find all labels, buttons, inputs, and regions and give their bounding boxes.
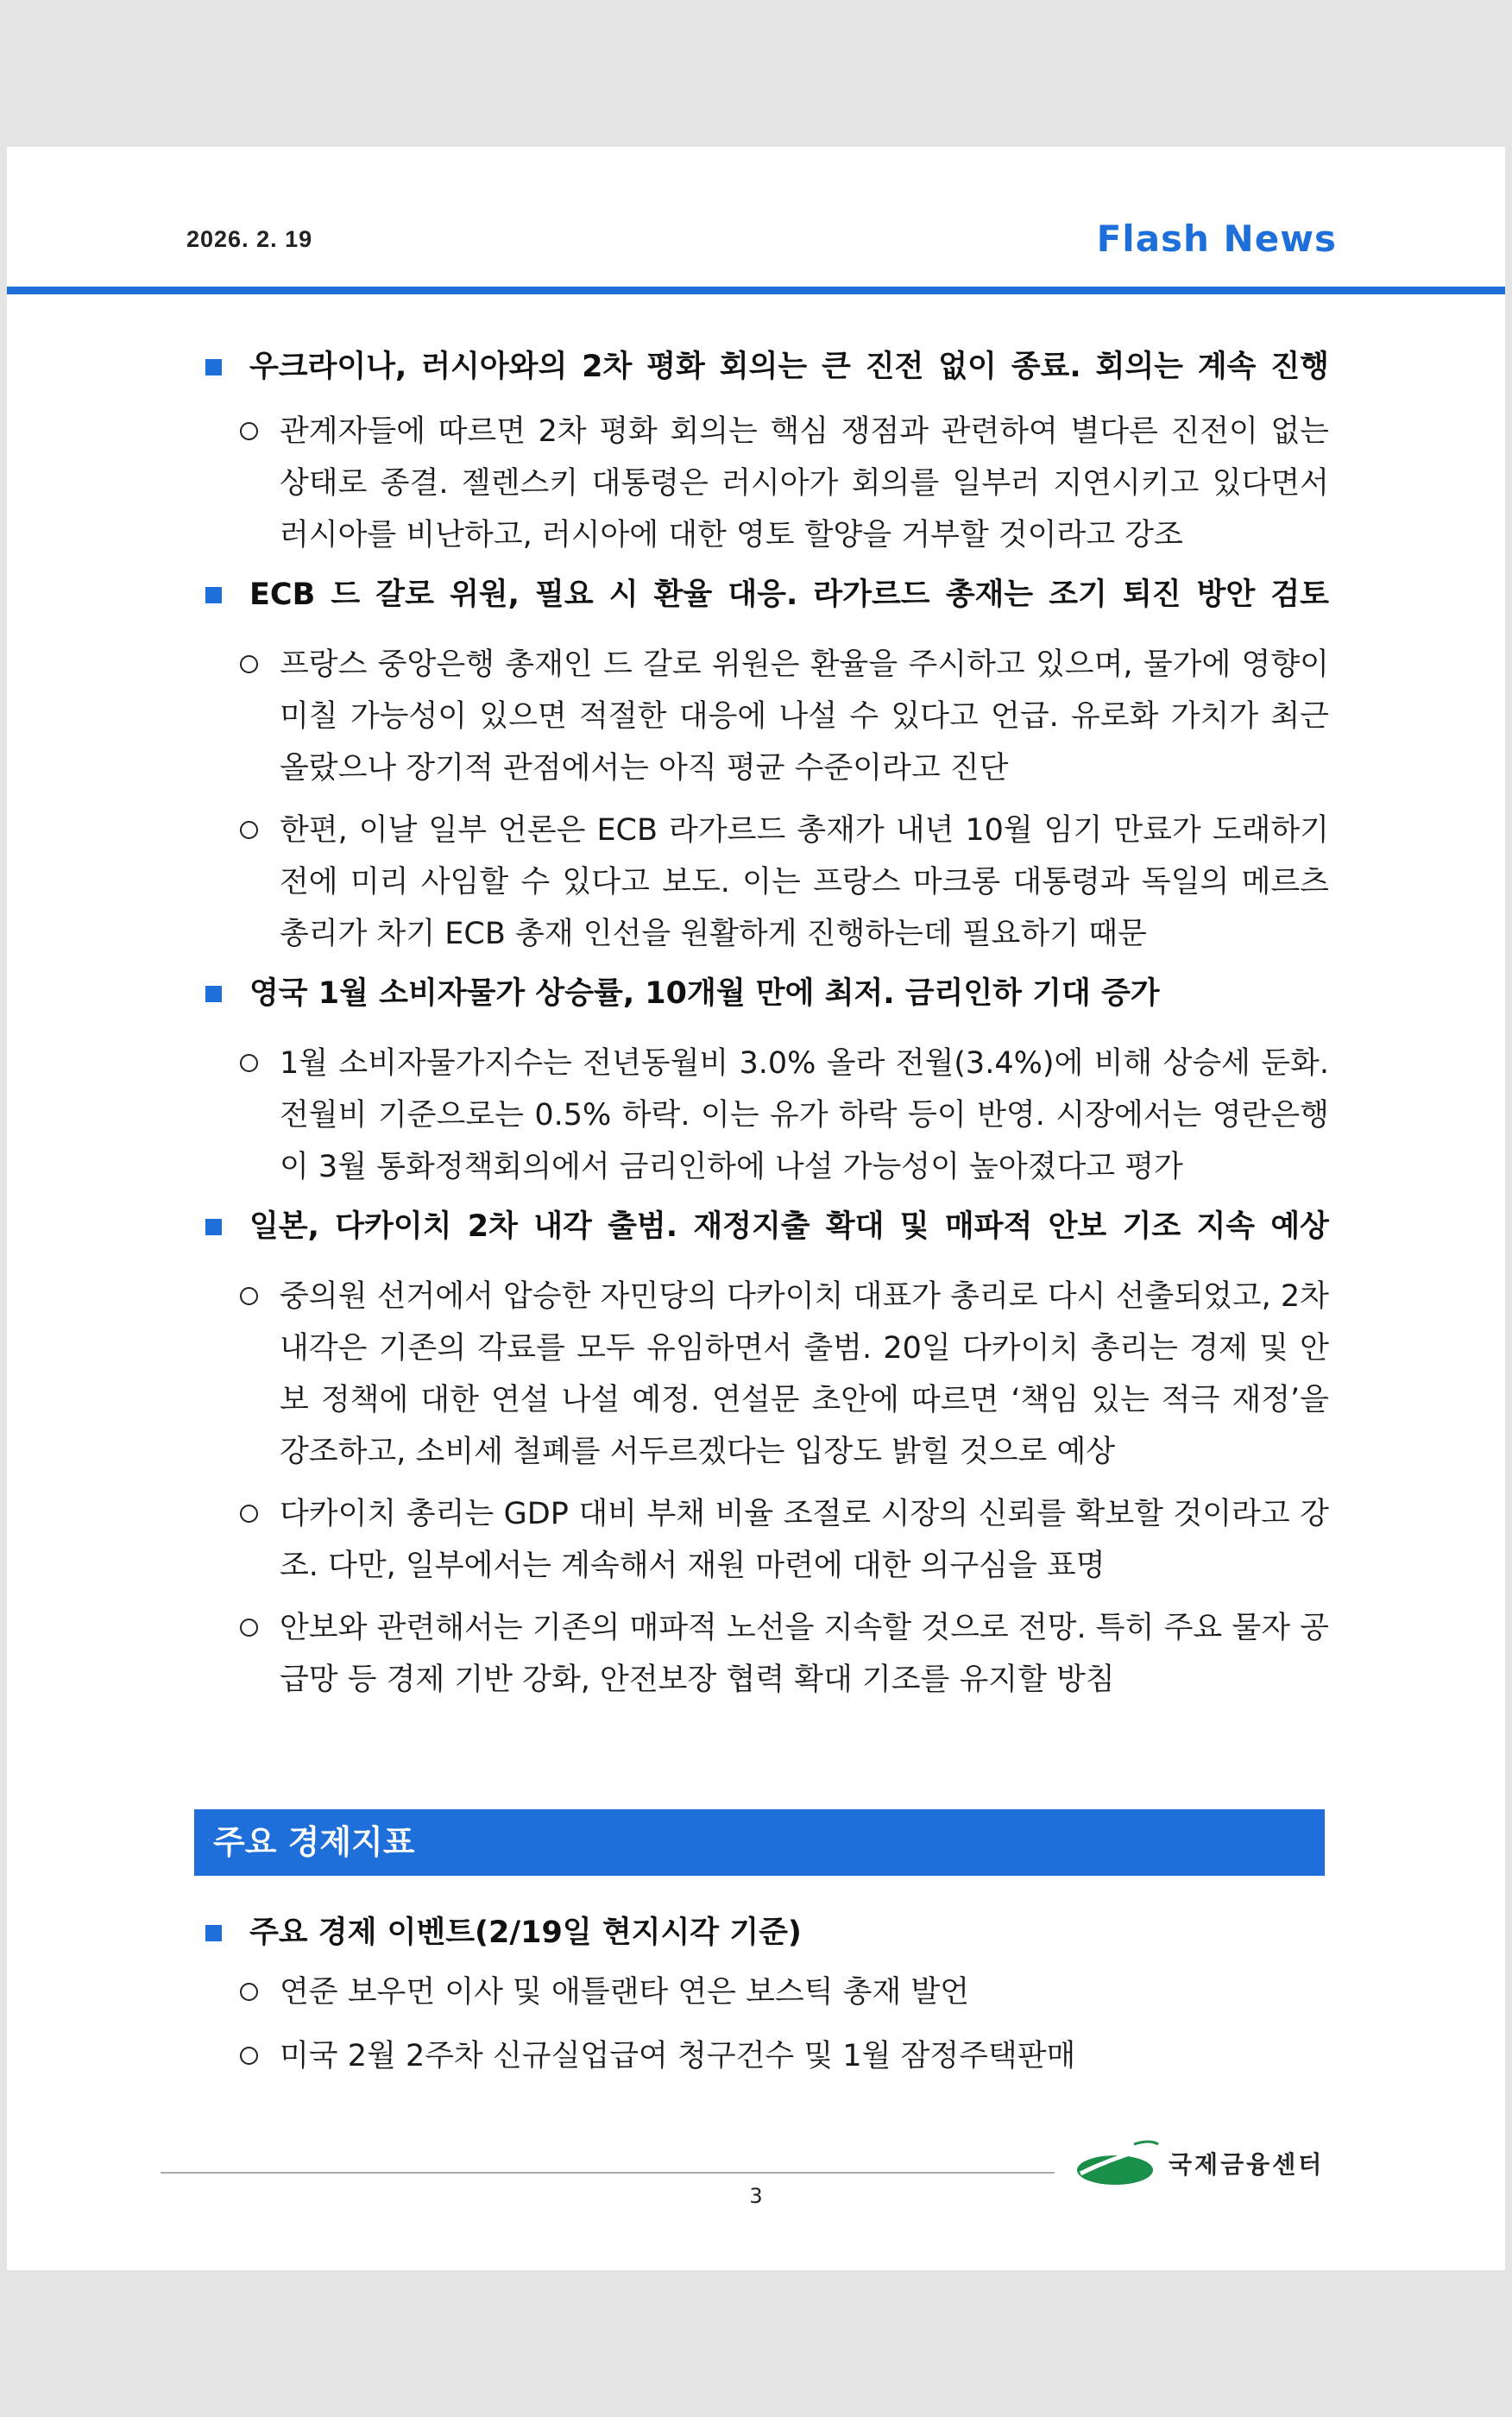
square-bullet-icon — [205, 359, 222, 375]
square-bullet-icon — [205, 986, 222, 1002]
square-bullet-icon — [205, 1925, 222, 1941]
page-number: 3 — [749, 2184, 763, 2208]
list-item: 중의원 선거에서 압승한 자민당의 다카이치 대표가 총리로 다시 선출되었고, 2차 내각은 기존의 각료를 모두 유임하면서 출범. 20일 다카이치 총리는 경제 및 안보 정책에 대한 연설 나설 예정. 연설문 초안에 따르면 ‘책임 있는 적극 재정’을 강조하고, 소비세 철폐를 서두르겠다는 입장도 밝힐 것으로 예상 — [198, 1271, 1329, 1478]
section-heading: 일본, 다카이치 2차 내각 출범. 재정지출 확대 및 매파적 안보 기조 지속 예상 — [198, 1205, 1329, 1248]
footer-rule — [161, 2172, 1055, 2174]
list-item: 한편, 이날 일부 언론은 ECB 라가르드 총재가 내년 10월 임기 만료가 도래하기 전에 미리 사임할 수 있다고 보도. 이는 프랑스 마크롱 대통령과 독일의 메르츠 총리가 차기 ECB 총재 인선을 원활하게 진행하는데 필요하기 때문 — [198, 805, 1329, 960]
square-bullet-icon — [205, 1219, 222, 1235]
circle-bullet-icon — [240, 821, 258, 839]
news-section — [198, 573, 1329, 960]
news-section — [198, 1205, 1329, 1706]
list-item: 연준 보우먼 이사 및 애틀랜타 연은 보스틱 총재 발언 — [198, 1966, 1329, 2018]
logo-text: 국제금융센터 — [1169, 2150, 1325, 2179]
square-bullet-icon — [205, 587, 222, 603]
indicators-banner: 주요 경제지표 — [194, 1809, 1325, 1876]
brand-title: Flash News — [1096, 218, 1337, 260]
list-item: 1월 소비자물가지수는 전년동월비 3.0% 올라 전월(3.4%)에 비해 상승세 둔화. 전월비 기준으로는 0.5% 하락. 이는 유가 하락 등이 반영. 시장에서는 영란은행이 3월 통화정책회의에서 금리인하에 나설 가능성이 높아졌다고 평가 — [198, 1038, 1329, 1193]
circle-bullet-icon — [240, 1983, 258, 2001]
circle-bullet-icon — [240, 1054, 258, 1072]
circle-bullet-icon — [240, 1287, 258, 1305]
news-section — [198, 345, 1329, 561]
leaf-logo-icon — [1074, 2137, 1160, 2189]
section-heading: ECB 드 갈로 위원, 필요 시 환율 대응. 라가르드 총재는 조기 퇴진 방안 검토 — [198, 573, 1329, 616]
list-item: 안보와 관련해서는 기존의 매파적 노선을 지속할 것으로 전망. 특히 주요 물자 공급망 등 경제 기반 강화, 안전보장 협력 확대 기조를 유지할 방침 — [198, 1602, 1329, 1706]
list-item: 다카이치 총리는 GDP 대비 부채 비율 조절로 시장의 신뢰를 확보할 것이라고 강조. 다만, 일부에서는 계속해서 재원 마련에 대한 의구심을 표명 — [198, 1488, 1329, 1592]
events-section — [198, 1911, 1329, 2082]
circle-bullet-icon — [240, 422, 258, 440]
section-heading: 주요 경제 이벤트(2/19일 현지시각 기준) — [198, 1911, 1329, 1954]
report-date: 2026. 2. 19 — [186, 226, 313, 252]
circle-bullet-icon — [240, 655, 258, 673]
list-item: 프랑스 중앙은행 총재인 드 갈로 위원은 환율을 주시하고 있으며, 물가에 영향이 미칠 가능성이 있으면 적절한 대응에 나설 수 있다고 언급. 유로화 가치가 최근 올랐으나 장기적 관점에서는 아직 평균 수준이라고 진단 — [198, 639, 1329, 794]
header-rule — [7, 287, 1505, 294]
circle-bullet-icon — [240, 1505, 258, 1523]
circle-bullet-icon — [240, 2047, 258, 2065]
news-content — [198, 345, 1329, 1706]
section-heading: 우크라이나, 러시아와의 2차 평화 회의는 큰 진전 없이 종료. 회의는 계속 진행 — [198, 345, 1329, 388]
section-heading: 영국 1월 소비자물가 상승률, 10개월 만에 최저. 금리인하 기대 증가 — [198, 972, 1329, 1015]
circle-bullet-icon — [240, 1619, 258, 1637]
list-item: 관계자들에 따르면 2차 평화 회의는 핵심 쟁점과 관련하여 별다른 진전이 없는 상태로 종결. 젤렌스키 대통령은 러시아가 회의를 일부러 지연시키고 있다면서 러시아를 비난하고, 러시아에 대한 영토 할양을 거부할 것이라고 강조 — [198, 406, 1329, 561]
list-item: 미국 2월 2주차 신규실업급여 청구건수 및 1월 잠정주택판매 — [198, 2030, 1329, 2082]
news-section — [198, 972, 1329, 1193]
kcif-logo — [1074, 2137, 1324, 2189]
